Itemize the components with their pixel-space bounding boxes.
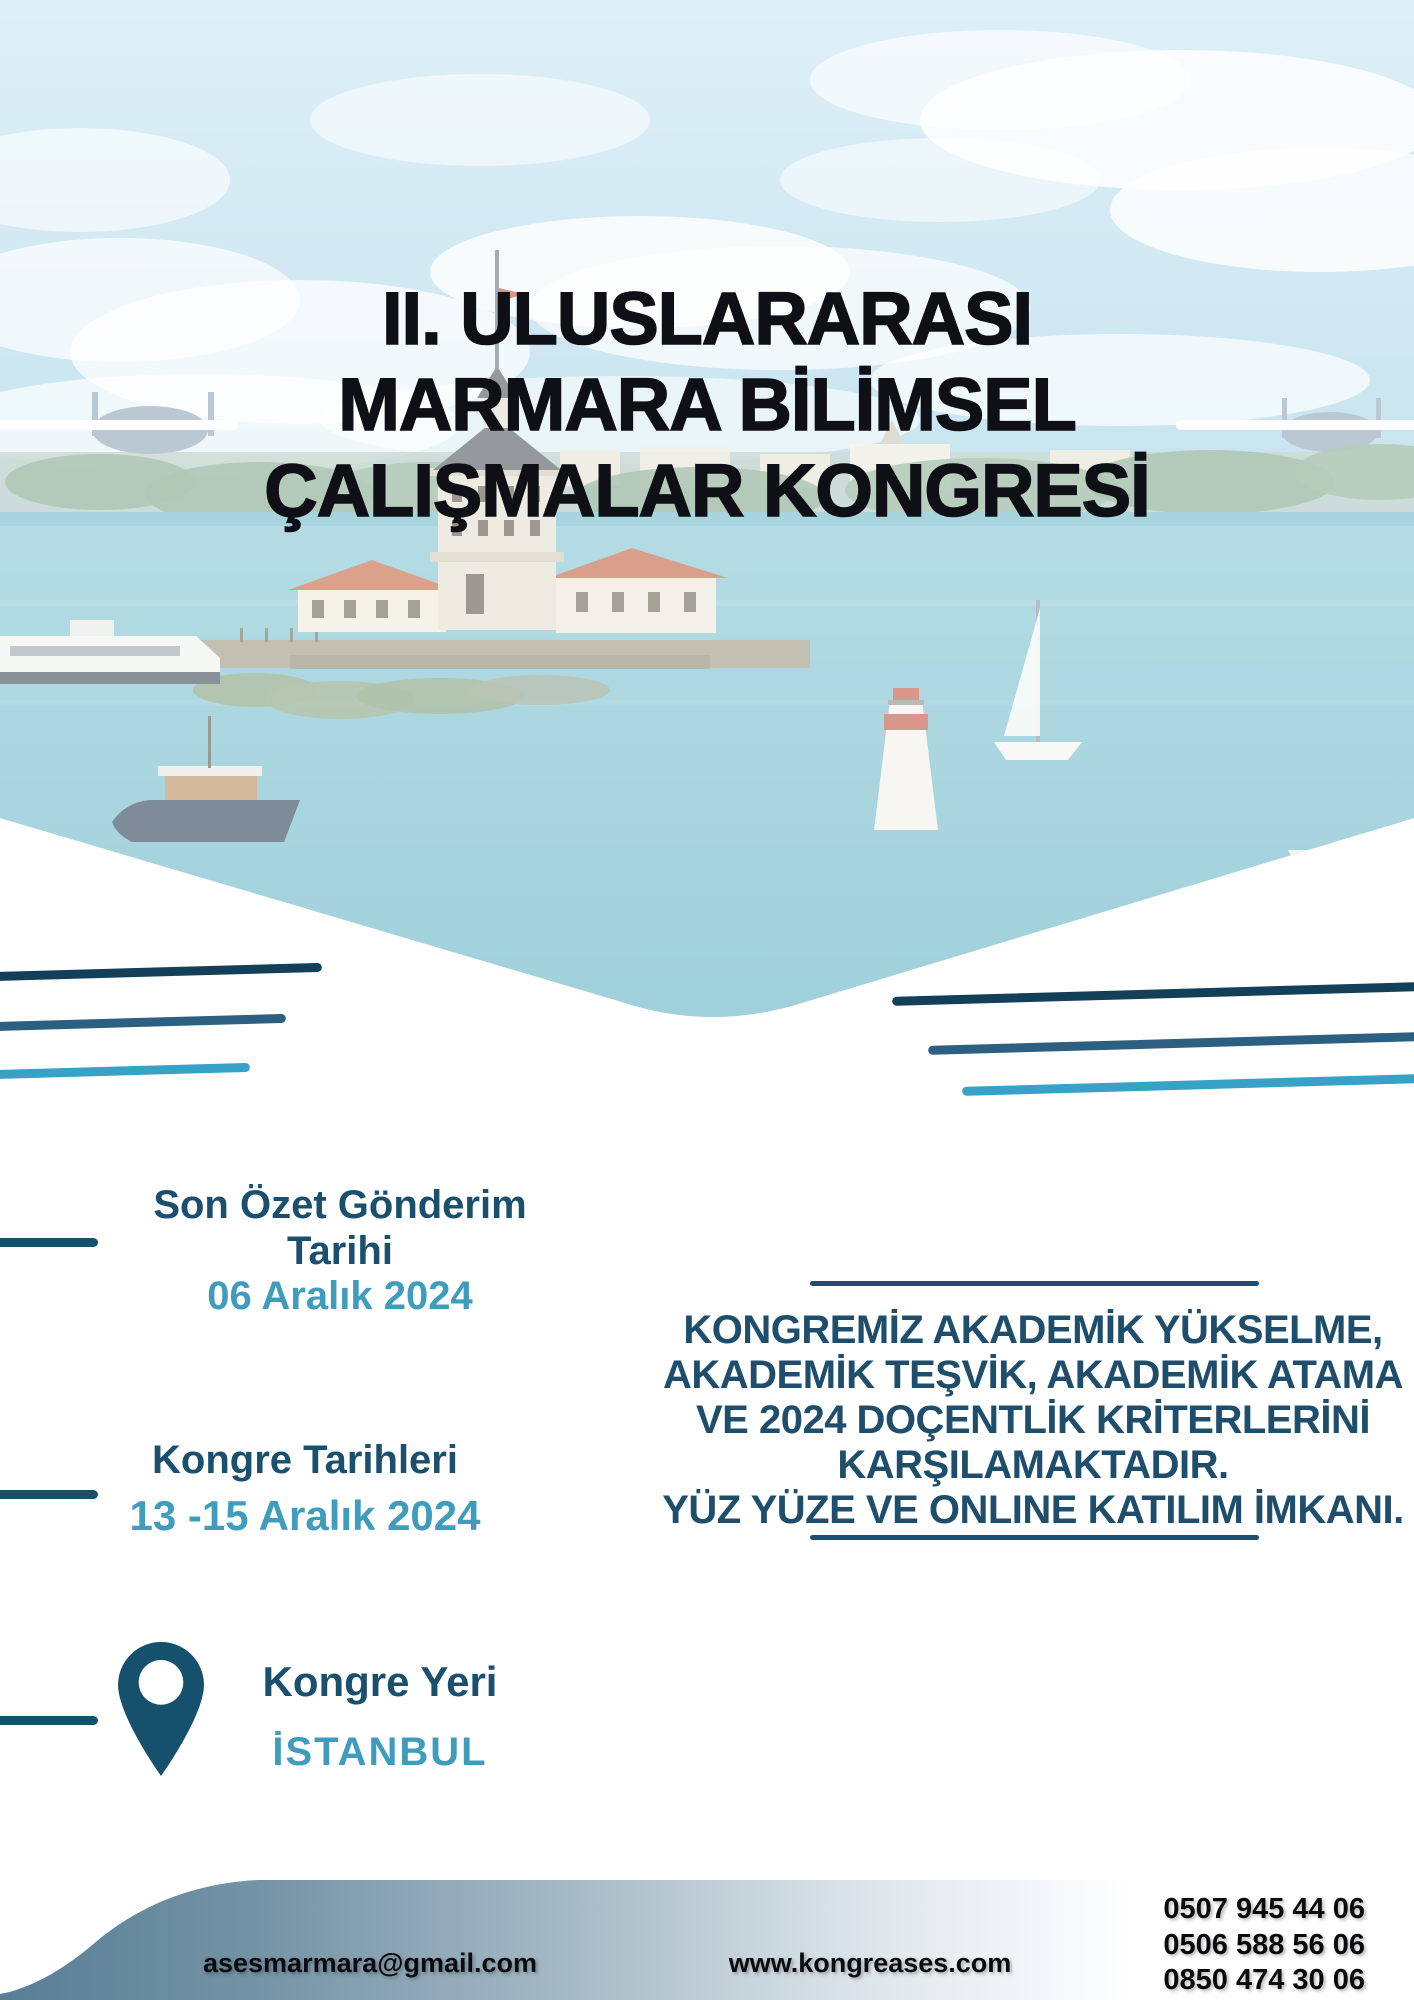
criteria-block [620,1308,1414,1533]
venue-label: Kongre Yeri [262,1658,498,1705]
contact-phones [1090,1892,1365,1999]
criteria-line-4: KARŞILAMAKTADIR. [837,1443,1229,1487]
criteria-rule-top [810,1281,1259,1286]
phone-number-1: 0507 945 44 06 [1163,1893,1365,1925]
title-line-2: MARMARA BİLİMSEL [338,363,1076,446]
criteria-line-1: KONGREMİZ AKADEMİK YÜKSELME, [683,1308,1383,1352]
deadline-dash [0,1238,98,1247]
deadline-label [150,1182,530,1274]
criteria-rule-bottom [810,1535,1259,1540]
contact-email: asesmarmara@gmail.com [202,1948,537,1978]
title-line-3: ÇALIŞMALAR KONGRESİ [264,449,1150,532]
venue-value: İSTANBUL [272,1730,488,1774]
deadline-value: 06 Aralık 2024 [207,1274,473,1318]
white-line-left [0,420,238,430]
venue-dash [0,1716,98,1725]
phone-number-2: 0506 588 56 06 [1163,1928,1365,1961]
title-line-1: II. ULUSLARARASI [382,277,1032,360]
criteria-line-3: VE 2024 DOÇENTLİK KRİTERLERİNİ [695,1398,1370,1442]
criteria-line-5: YÜZ YÜZE VE ONLINE KATILIM İMKANI. [662,1488,1404,1532]
criteria-line-2: AKADEMİK TEŞVİK, AKADEMİK ATAMA [662,1353,1404,1397]
location-pin-icon [118,1642,204,1776]
white-line-right [1176,420,1414,430]
phone-number-3: 0850 474 30 06 [1163,1964,1365,1996]
deadline-label-line1: Son Özet Gönderim [153,1183,527,1227]
deco-line-left-light [0,1063,250,1079]
dates-label: Kongre Tarihleri [152,1438,458,1482]
poster-title [0,276,1414,534]
contact-website: www.kongreases.com [728,1948,1012,1978]
dates-dash [0,1490,98,1499]
deadline-label-line2: Tarihi [287,1229,393,1273]
dates-value: 13 -15 Aralık 2024 [129,1492,481,1539]
deco-line-right-light [962,1074,1414,1096]
